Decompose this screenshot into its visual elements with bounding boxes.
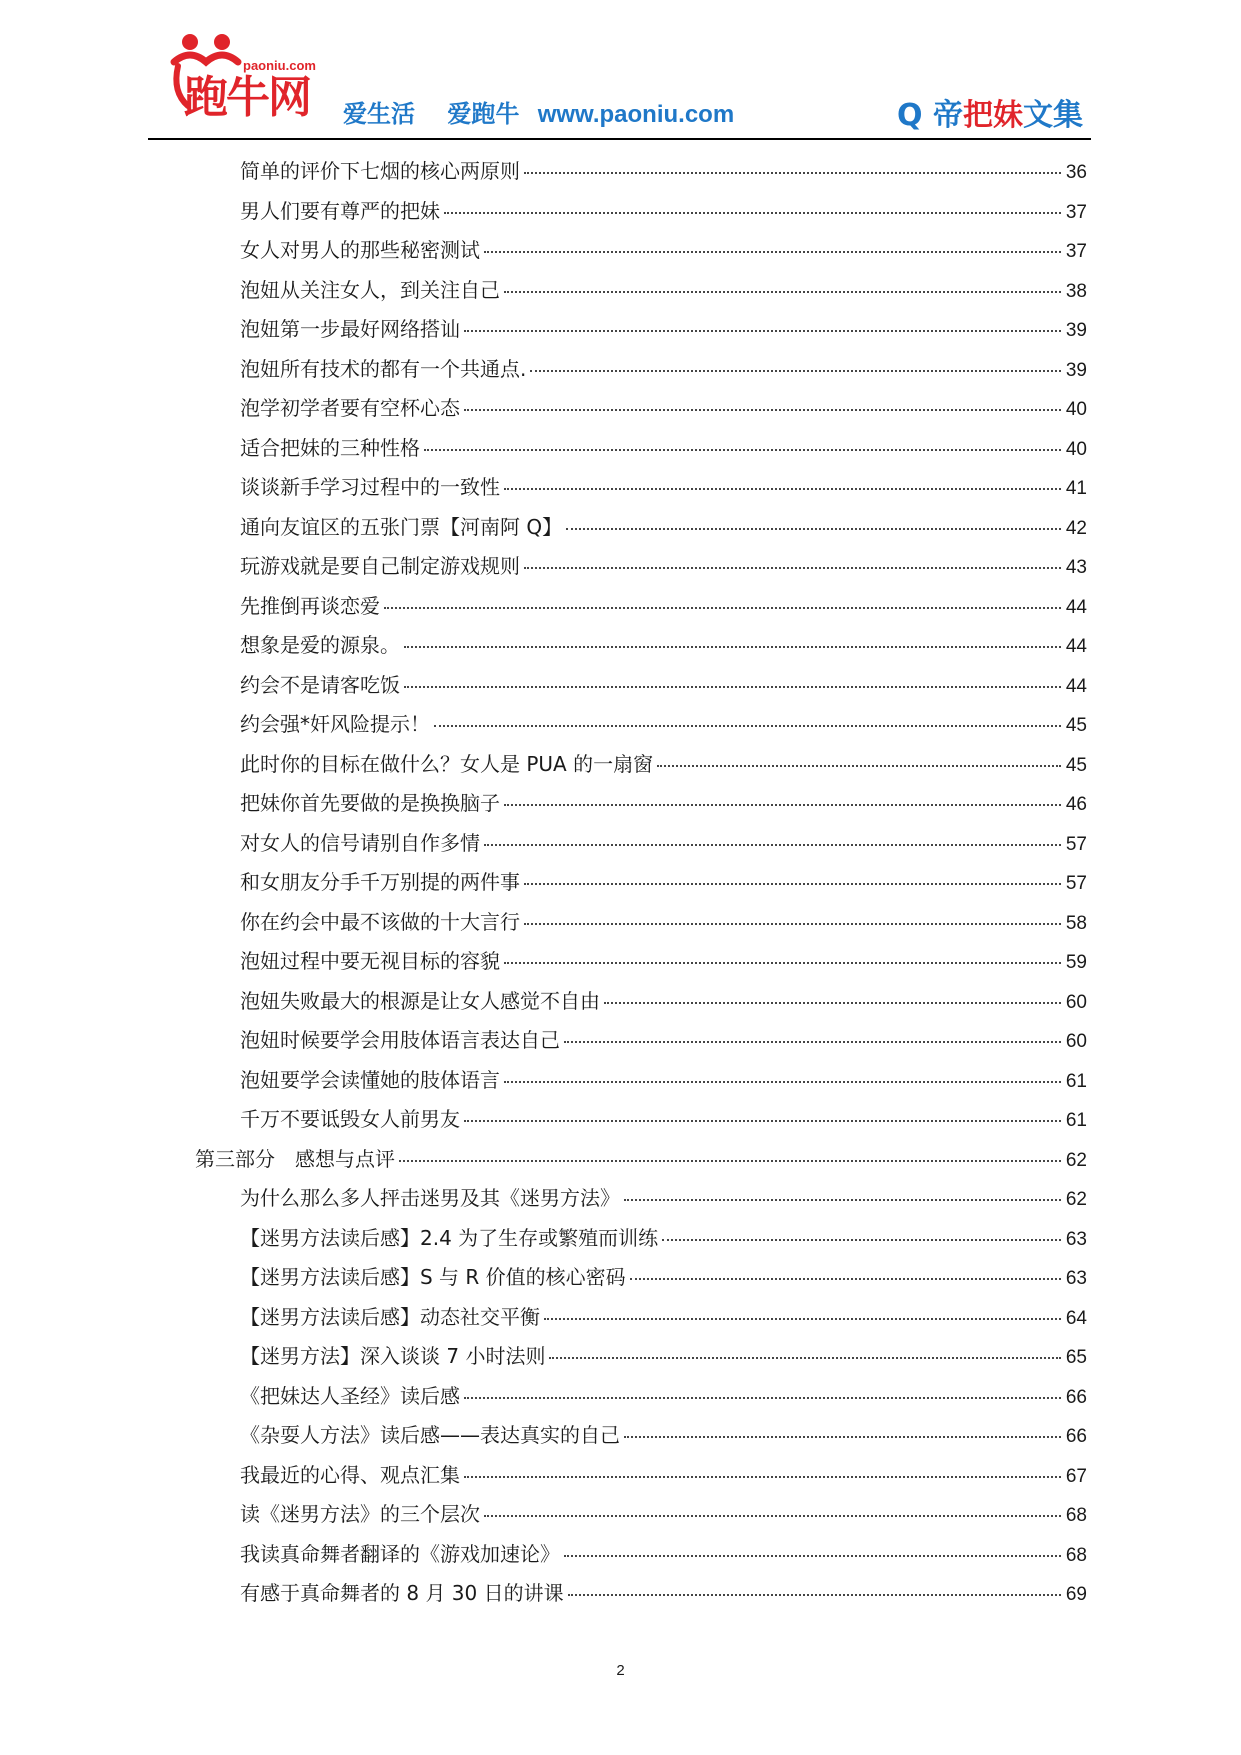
toc-dot-leader — [524, 882, 1061, 885]
toc-entry-title: 读《迷男方法》的三个层次 — [240, 1502, 480, 1526]
toc-entry[interactable] — [240, 708, 1087, 740]
toc-dot-leader — [566, 527, 1061, 530]
toc-dot-leader — [524, 566, 1061, 569]
toc-entry[interactable] — [240, 985, 1087, 1017]
toc-entry-title: 泡妞时候要学会用肢体语言表达自己 — [240, 1028, 560, 1052]
toc-dot-leader — [404, 685, 1061, 688]
slogan-love-paoniu: 爱跑牛 — [447, 100, 520, 128]
logo-name: 跑牛网 — [184, 72, 310, 123]
toc-entry-page: 68 — [1065, 1544, 1087, 1566]
toc-entry-page: 61 — [1065, 1070, 1087, 1092]
toc-entry-title: 《把妹达人圣经》读后感 — [240, 1383, 460, 1408]
toc-entry-page: 46 — [1065, 794, 1087, 815]
toc-entry[interactable] — [240, 945, 1087, 977]
page-header — [0, 0, 1241, 140]
toc-entry-page: 62 — [1065, 1189, 1087, 1210]
toc-entry[interactable] — [240, 432, 1087, 464]
toc-entry-title: 泡妞失败最大的根源是让女人感觉不自由 — [240, 988, 600, 1013]
toc-entry-title: 约会强*奸风险提示！ — [240, 712, 430, 736]
toc-dot-leader — [524, 171, 1061, 174]
toc-entry-title: 对女人的信号请别自作多情 — [240, 830, 480, 855]
toc-section-entry[interactable] — [195, 1143, 1087, 1175]
toc-entry-title: 为什么那么多人抨击迷男及其《迷男方法》 — [240, 1186, 620, 1210]
toc-entry-title: 你在约会中最不该做的十大言行 — [240, 909, 520, 934]
toc-entry-title: 【迷男方法读后感】2.4 为了生存或繁殖而训练 — [240, 1225, 659, 1250]
toc-dot-leader — [530, 369, 1061, 372]
toc-dot-leader — [549, 1356, 1061, 1359]
toc-entry-page: 45 — [1065, 754, 1087, 776]
toc-dot-leader — [444, 211, 1061, 214]
paoniu-logo — [168, 32, 328, 123]
series-title-highlight: 把妹 — [963, 98, 1023, 133]
toc-entry[interactable] — [240, 1419, 1087, 1451]
toc-dot-leader — [464, 408, 1061, 411]
site-slogan — [343, 94, 758, 129]
toc-entry[interactable] — [240, 234, 1087, 266]
toc-entry-title: 我最近的心得、观点汇集 — [240, 1462, 460, 1487]
toc-entry[interactable] — [240, 1577, 1087, 1609]
toc-entry[interactable] — [240, 1182, 1087, 1214]
toc-entry-page: 41 — [1065, 478, 1087, 499]
toc-entry-title: 泡妞第一步最好网络搭讪 — [240, 317, 460, 341]
toc-entry-page: 57 — [1065, 873, 1087, 894]
toc-entry-page: 66 — [1065, 1426, 1087, 1447]
toc-dot-leader — [399, 1159, 1061, 1162]
toc-dot-leader — [604, 1001, 1061, 1004]
toc-dot-leader — [657, 764, 1061, 767]
toc-entry[interactable] — [240, 353, 1087, 385]
toc-entry[interactable] — [240, 1064, 1087, 1096]
toc-entry-page: 36 — [1065, 162, 1087, 183]
toc-entry-page: 60 — [1065, 1031, 1087, 1052]
toc-entry-page: 61 — [1065, 1110, 1087, 1131]
logo-url: paoniu.com — [243, 58, 316, 73]
toc-entry-title: 通向友谊区的五张门票【河南阿 Q】 — [240, 514, 563, 539]
toc-entry[interactable] — [240, 313, 1087, 345]
toc-entry-page: 45 — [1065, 715, 1087, 736]
toc-entry-page: 58 — [1065, 912, 1087, 934]
toc-entry-title: 把妹你首先要做的是换换脑子 — [240, 791, 500, 815]
toc-dot-leader — [630, 1277, 1061, 1280]
series-title — [897, 90, 1083, 134]
toc-entry-title: 我读真命舞者翻译的《游戏加速论》 — [240, 1541, 560, 1566]
toc-entry[interactable] — [240, 1222, 1087, 1254]
toc-entry-title: 想象是爱的源泉。 — [240, 633, 400, 657]
toc-dot-leader — [464, 1475, 1061, 1478]
toc-entry-page: 67 — [1065, 1465, 1087, 1487]
toc-entry[interactable] — [240, 787, 1087, 819]
toc-entry[interactable] — [240, 274, 1087, 306]
toc-dot-leader — [568, 1593, 1061, 1596]
toc-entry-title: 泡学初学者要有空杯心态 — [240, 396, 460, 420]
toc-entry[interactable] — [240, 1301, 1087, 1333]
toc-dot-leader — [434, 724, 1061, 727]
toc-entry[interactable] — [240, 590, 1087, 622]
toc-dot-leader — [504, 961, 1061, 964]
series-title-suffix: 文集 — [1023, 98, 1083, 133]
toc-entry-title: 【迷男方法读后感】动态社交平衡 — [240, 1304, 540, 1329]
site-url[interactable]: www.paoniu.com — [537, 101, 735, 128]
toc-entry-page: 63 — [1065, 1268, 1087, 1289]
toc-entry-page: 44 — [1065, 675, 1087, 697]
toc-entry-page: 60 — [1065, 991, 1087, 1013]
toc-entry-title: 简单的评价下七烟的核心两原则 — [240, 159, 520, 183]
toc-entry[interactable] — [240, 195, 1087, 227]
toc-entry-title: 泡妞过程中要无视目标的容貌 — [240, 949, 500, 973]
toc-entry-page: 68 — [1065, 1505, 1087, 1526]
toc-entry-title: 约会不是请客吃饭 — [240, 672, 400, 697]
toc-dot-leader — [504, 290, 1061, 293]
toc-entry-title: 泡妞从关注女人，到关注自己 — [240, 277, 500, 302]
toc-entry-title: 谈谈新手学习过程中的一致性 — [240, 475, 500, 499]
toc-entry-page: 66 — [1065, 1386, 1087, 1408]
toc-dot-leader — [564, 1040, 1061, 1043]
toc-entry-title: 适合把妹的三种性格 — [240, 435, 420, 460]
toc-entry-title: 此时你的目标在做什么？女人是 PUA 的一扇窗 — [240, 751, 654, 776]
toc-entry-page: 39 — [1065, 320, 1087, 341]
toc-entry[interactable] — [240, 1024, 1087, 1056]
toc-entry-title: 女人对男人的那些秘密测试 — [240, 238, 480, 262]
toc-entry[interactable] — [240, 1340, 1087, 1372]
toc-entry-page: 57 — [1065, 833, 1087, 855]
toc-entry-page: 64 — [1065, 1307, 1087, 1329]
toc-entry[interactable] — [240, 511, 1087, 543]
toc-entry[interactable] — [240, 1380, 1087, 1412]
toc-entry[interactable] — [240, 669, 1087, 701]
toc-entry-page: 63 — [1065, 1228, 1087, 1250]
toc-dot-leader — [464, 329, 1061, 332]
toc-dot-leader — [544, 1317, 1061, 1320]
toc-entry[interactable] — [240, 827, 1087, 859]
toc-entry-title: 和女朋友分手千万别提的两件事 — [240, 870, 520, 894]
toc-entry[interactable] — [240, 1498, 1087, 1530]
toc-entry[interactable] — [240, 906, 1087, 938]
toc-entry-title: 第三部分 感想与点评 — [195, 1146, 395, 1171]
toc-dot-leader — [662, 1238, 1061, 1241]
toc-dot-leader — [404, 645, 1061, 648]
toc-entry[interactable] — [240, 155, 1087, 187]
toc-entry-title: 泡妞要学会读懂她的肢体语言 — [240, 1067, 500, 1092]
toc-entry-page: 42 — [1065, 517, 1087, 539]
slogan-love-life: 爱生活 — [343, 100, 415, 128]
toc-entry-page: 65 — [1065, 1347, 1087, 1368]
page-number: 2 — [616, 1662, 625, 1679]
toc-dot-leader — [504, 803, 1061, 806]
toc-entry[interactable] — [240, 471, 1087, 503]
toc-entry-title: 千万不要诋毁女人前男友 — [240, 1107, 460, 1131]
toc-entry[interactable] — [240, 866, 1087, 898]
toc-entry-page: 44 — [1065, 636, 1087, 657]
toc-entry[interactable] — [240, 1261, 1087, 1293]
toc-entry[interactable] — [240, 550, 1087, 582]
toc-entry-page: 40 — [1065, 399, 1087, 420]
toc-entry-page: 69 — [1065, 1584, 1087, 1605]
toc-entry[interactable] — [240, 629, 1087, 661]
toc-entry-page: 62 — [1065, 1149, 1087, 1171]
toc-entry[interactable] — [240, 748, 1087, 780]
header-divider — [148, 138, 1091, 140]
series-title-prefix: Q 帝 — [897, 98, 963, 133]
toc-dot-leader — [484, 843, 1061, 846]
toc-dot-leader — [524, 922, 1061, 925]
toc-dot-leader — [464, 1119, 1061, 1122]
toc-entry[interactable] — [240, 1103, 1087, 1135]
toc-entry-page: 40 — [1065, 438, 1087, 460]
toc-dot-leader — [624, 1198, 1061, 1201]
toc-entry-title: 男人们要有尊严的把妹 — [240, 198, 440, 223]
toc-dot-leader — [564, 1554, 1061, 1557]
toc-entry[interactable] — [240, 1538, 1087, 1570]
toc-entry[interactable] — [240, 1459, 1087, 1491]
toc-entry-page: 59 — [1065, 952, 1087, 973]
toc-entry[interactable] — [240, 392, 1087, 424]
toc-entry-page: 37 — [1065, 201, 1087, 223]
toc-entry-title: 先推倒再谈恋爱 — [240, 593, 380, 618]
toc-entry-title: 玩游戏就是要自己制定游戏规则 — [240, 554, 520, 578]
toc-entry-page: 38 — [1065, 280, 1087, 302]
toc-dot-leader — [504, 487, 1061, 490]
toc-dot-leader — [624, 1435, 1061, 1438]
toc-dot-leader — [504, 1080, 1061, 1083]
toc-entry-title: 有感于真命舞者的 8 月 30 日的讲课 — [240, 1581, 564, 1605]
toc-entry-page: 43 — [1065, 557, 1087, 578]
toc-entry-title: 【迷男方法读后感】S 与 R 价值的核心密码 — [240, 1265, 626, 1289]
toc-entry-page: 44 — [1065, 596, 1087, 618]
toc-dot-leader — [384, 606, 1061, 609]
toc-dot-leader — [484, 1514, 1061, 1517]
toc-dot-leader — [484, 250, 1061, 253]
toc-entry-title: 【迷男方法】深入谈谈 7 小时法则 — [240, 1344, 546, 1368]
toc-entry-page: 39 — [1065, 359, 1087, 381]
toc-entry-title: 《杂耍人方法》读后感——表达真实的自己 — [240, 1423, 620, 1447]
toc-entry-page: 37 — [1065, 241, 1087, 262]
toc-entry-title: 泡妞所有技术的都有一个共通点. — [240, 356, 527, 381]
toc-dot-leader — [424, 448, 1061, 451]
toc-dot-leader — [464, 1396, 1061, 1399]
